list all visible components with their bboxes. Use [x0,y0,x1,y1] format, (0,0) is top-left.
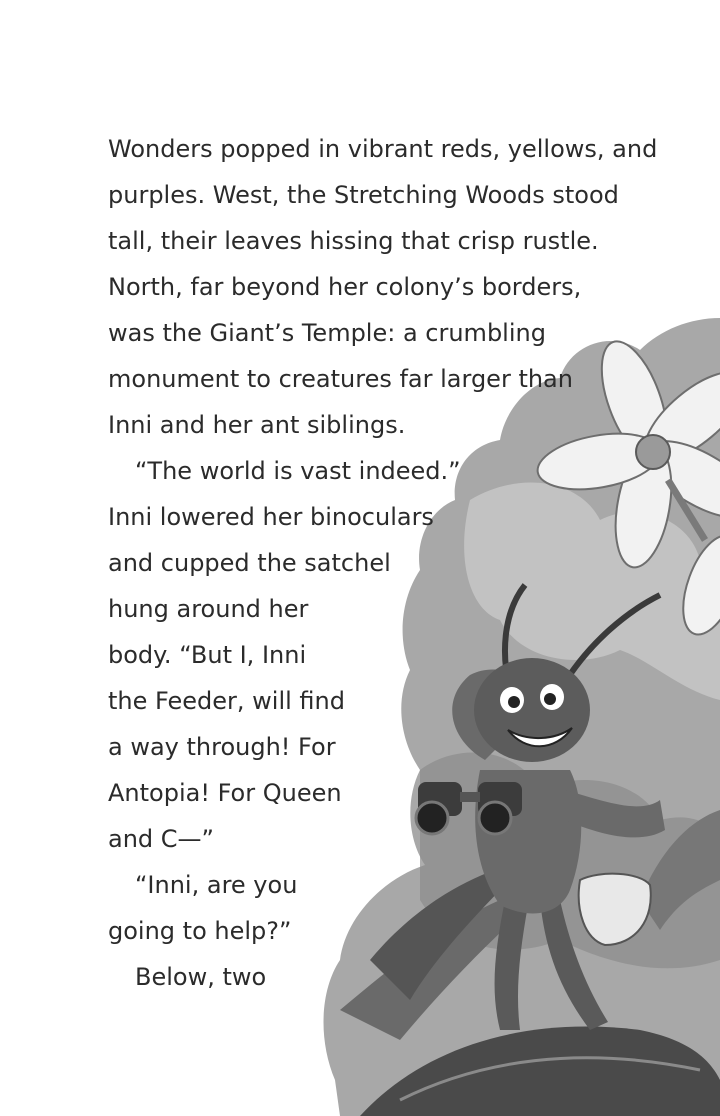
text-line: tall, their leaves hissing that crisp rustle. [108,227,599,255]
paragraph [108,862,668,954]
paragraph [108,448,668,862]
paragraph [108,954,668,1000]
text-line: “The world is vast indeed.” [135,457,461,485]
text-line: was the Giant’s Temple: a crumbling [108,319,546,347]
text-line: Inni lowered her binoculars [108,503,434,531]
text-line: Antopia! For Queen [108,779,342,807]
text-line: Inni and her ant siblings. [108,411,406,439]
paragraph [108,126,668,448]
text-line: purples. West, the Stretching Woods stood [108,181,619,209]
text-line: the Feeder, will find [108,687,345,715]
text-line: monument to creatures far larger than [108,365,573,393]
text-line: hung around her [108,595,309,623]
text-line: Wonders popped in vibrant reds, yellows, and [108,135,658,163]
text-line: Below, two [135,963,267,991]
text-line: and cupped the satchel [108,549,391,577]
text-line: going to help?” [108,917,292,945]
text-line: North, far beyond her colony’s borders, [108,273,582,301]
text-line: and C—” [108,825,214,853]
text-line: body. “But I, Inni [108,641,307,669]
text-line: “Inni, are you [135,871,298,899]
story-text [108,126,668,1000]
text-line: a way through! For [108,733,336,761]
